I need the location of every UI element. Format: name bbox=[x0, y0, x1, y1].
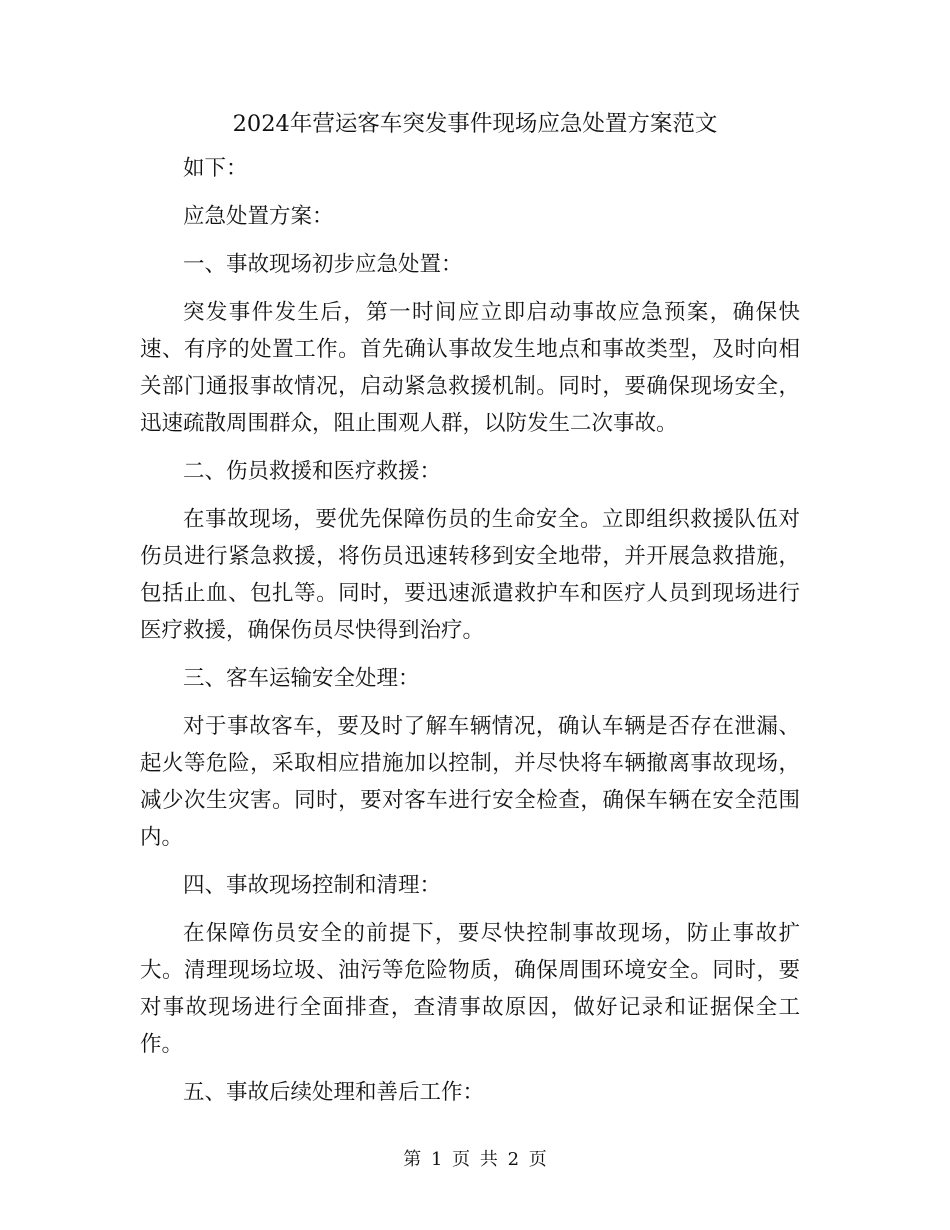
document-body bbox=[140, 150, 800, 1122]
section-heading-5: 五、事故后续处理和善后工作： bbox=[183, 1080, 485, 1105]
section-body-1: 突发事件发生后，第一时间应立即启动事故应急预案，确保快速、有序的处置工作。首先确认事故发生地点和事故类型，及时向相关部门通报事故情况，启动紧急救援机制。同时，要确保现场安全，迅速疏散周围群众，阻止围观人群，以防发生二次事故。 bbox=[140, 300, 800, 436]
document-title: 2024年营运客车突发事件现场应急处置方案范文 bbox=[232, 111, 718, 137]
section-heading-2: 二、伤员救援和医疗救援： bbox=[183, 459, 442, 484]
paragraph-plan-heading: 应急处置方案： bbox=[183, 204, 334, 229]
page-footer: 第 1 页 共 2 页 bbox=[403, 1149, 547, 1170]
section-heading-4: 四、事故现场控制和清理： bbox=[183, 873, 442, 898]
paragraph-intro: 如下： bbox=[183, 156, 248, 181]
section-heading-1: 一、事故现场初步应急处置： bbox=[183, 252, 463, 277]
section-body-2: 在事故现场，要优先保障伤员的生命安全。立即组织救援队伍对伤员进行紧急救援，将伤员迅速转移到安全地带，并开展急救措施，包括止血、包扎等。同时，要迅速派遣救护车和医疗人员到现场进行医疗救援，确保伤员尽快得到治疗。 bbox=[140, 507, 800, 643]
section-heading-3: 三、客车运输安全处理： bbox=[183, 666, 420, 691]
section-body-3: 对于事故客车，要及时了解车辆情况，确认车辆是否存在泄漏、起火等危险，采取相应措施加以控制，并尽快将车辆撤离事故现场，减少次生灾害。同时，要对客车进行安全检查，确保车辆在安全范围内。 bbox=[140, 714, 800, 850]
section-body-4: 在保障伤员安全的前提下，要尽快控制事故现场，防止事故扩大。清理现场垃圾、油污等危险物质，确保周围环境安全。同时，要对事故现场进行全面排查，查清事故原因，做好记录和证据保全工作。 bbox=[140, 921, 800, 1057]
